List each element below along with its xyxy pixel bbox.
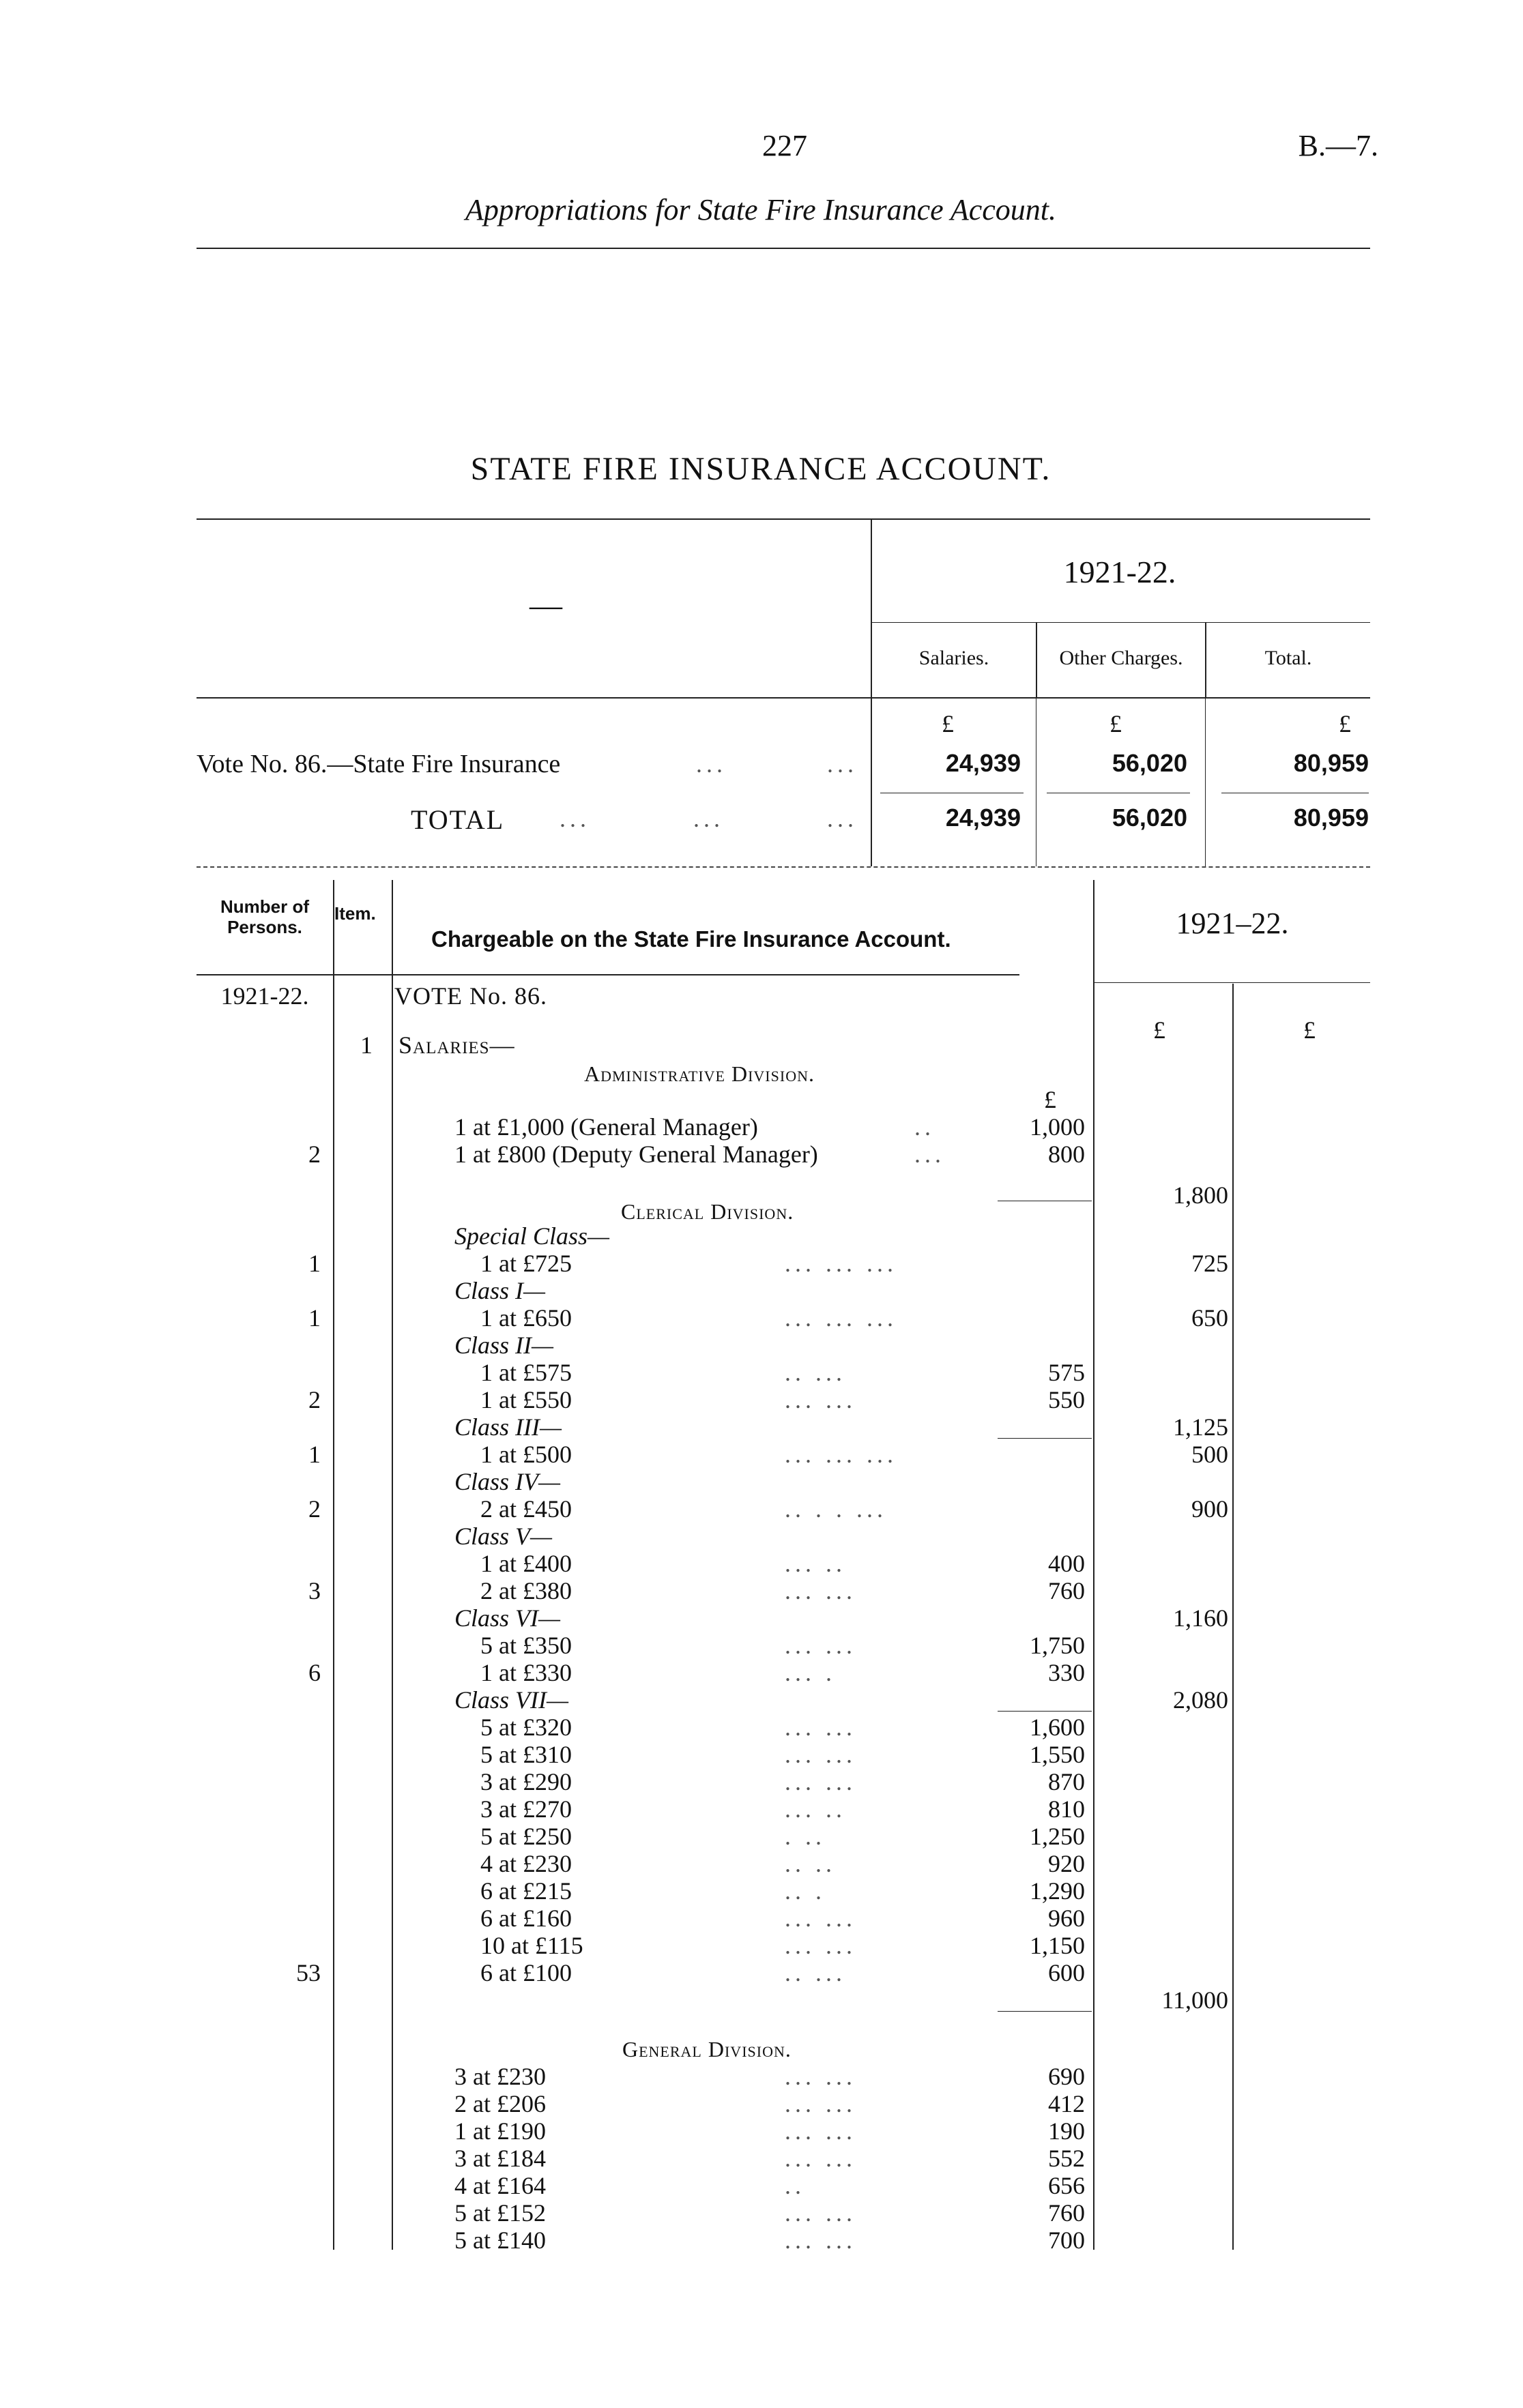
leader-dots: ..: [785, 2172, 805, 2199]
general-line: 3 at £230: [454, 2063, 546, 2090]
leader-dots: ... ...: [785, 2063, 856, 2090]
vote-salaries: 24,939: [945, 749, 1021, 777]
currency-other: £: [1109, 710, 1122, 737]
subtotal-amount: 2,080: [1173, 1686, 1228, 1714]
line-amount: 552: [1048, 2145, 1085, 2172]
currency-amount-col: £: [1044, 1086, 1056, 1113]
class-heading: Class I—: [454, 1277, 546, 1304]
salary-line: 10 at £115: [480, 1932, 583, 1959]
persons-count: 2: [308, 1495, 321, 1523]
col-header-other: Other Charges.: [1059, 647, 1183, 669]
summary-dash: —: [530, 587, 562, 623]
year-rule: [872, 622, 1370, 623]
line-amount: 700: [1048, 2227, 1085, 2254]
subtotal-amount: 900: [1191, 1495, 1228, 1523]
col-header-total: Total.: [1264, 647, 1312, 669]
col-header-salaries: Salaries.: [918, 647, 989, 669]
persons-count: 6: [308, 1659, 321, 1686]
line-amount: 1,000: [1030, 1113, 1085, 1141]
general-line: 3 at £184: [454, 2145, 546, 2172]
vote-other: 56,020: [1112, 749, 1187, 777]
general-line: 1 at £190: [454, 2117, 546, 2145]
line-amount: 810: [1048, 1795, 1085, 1823]
salary-line: 5 at £310: [480, 1741, 572, 1768]
salary-line: 6 at £215: [480, 1877, 572, 1905]
leader-dots: ... ...: [785, 2090, 856, 2117]
persons-count: 3: [308, 1577, 321, 1604]
salaries-heading: Salaries—: [398, 1031, 515, 1059]
subtotal-amount: 650: [1191, 1304, 1228, 1332]
leader-dots: ... ...: [785, 1768, 856, 1795]
vote-dots-2: ...: [827, 750, 858, 778]
general-line: 5 at £152: [454, 2199, 546, 2227]
line-amount: 550: [1048, 1386, 1085, 1413]
leader-dots: ... ... ...: [785, 1441, 897, 1468]
subtotal-amount: 1,125: [1173, 1413, 1228, 1441]
salary-line: 2 at £450: [480, 1495, 572, 1523]
leader-dots: ... ... ...: [785, 1304, 897, 1332]
line-amount: 760: [1048, 1577, 1085, 1604]
currency-col2: £: [1303, 1016, 1316, 1044]
salary-line: 5 at £320: [480, 1714, 572, 1741]
leader-dots: ... ...: [785, 1714, 856, 1741]
salary-line: 1 at £650: [480, 1304, 572, 1332]
line-amount: 656: [1048, 2172, 1085, 2199]
line-amount: 400: [1048, 1550, 1085, 1577]
line-amount: 1,750: [1030, 1632, 1085, 1659]
salary-line: 2 at £380: [480, 1577, 572, 1604]
leader-dots: .. ...: [785, 1359, 846, 1386]
leader-dots: ..: [914, 1113, 935, 1141]
amount-rule: [998, 1711, 1092, 1712]
vote-total: 80,959: [1293, 749, 1369, 777]
salary-line: 6 at £100: [480, 1959, 572, 1986]
subtotal-amount: 500: [1191, 1441, 1228, 1468]
clerical-subtotal: 11,000: [1161, 1986, 1228, 2014]
col-header-persons: Number of Persons.: [220, 896, 309, 937]
leader-dots: .. ..: [785, 1850, 836, 1877]
leader-dots: ... ..: [785, 1795, 846, 1823]
vote-label: Vote No. 86.—State Fire Insurance: [197, 750, 561, 778]
summary-year: 1921-22.: [1063, 555, 1176, 589]
admin-division-heading: Administrative Division.: [584, 1061, 815, 1086]
item-number: 1: [360, 1031, 373, 1059]
section-title: STATE FIRE INSURANCE ACCOUNT.: [470, 451, 1051, 487]
salary-line: 3 at £270: [480, 1795, 572, 1823]
class-heading: Class V—: [454, 1523, 553, 1550]
line-amount: 1,600: [1030, 1714, 1085, 1741]
persons-year: 1921-22.: [220, 982, 309, 1010]
currency-total: £: [1339, 710, 1351, 737]
summary-header-rule: [197, 697, 1370, 699]
line-amount: 412: [1048, 2090, 1085, 2117]
salary-line: 6 at £160: [480, 1905, 572, 1932]
salary-line: 1 at £400: [480, 1550, 572, 1577]
leader-dots: ... ...: [785, 1632, 856, 1659]
persons-count: 1: [308, 1304, 321, 1332]
line-amount: 1,250: [1030, 1823, 1085, 1850]
header-rule: [197, 248, 1370, 249]
line-amount: 330: [1048, 1659, 1085, 1686]
detail-header-rule: [197, 974, 1019, 975]
line-amount: 760: [1048, 2199, 1085, 2227]
class-heading: Special Class—: [454, 1222, 610, 1250]
leader-dots: ... ...: [785, 2117, 856, 2145]
line-amount: 600: [1048, 1959, 1085, 1986]
salary-line: 1 at £500: [480, 1441, 572, 1468]
class-heading: Class VII—: [454, 1686, 569, 1714]
total-total: 80,959: [1293, 804, 1369, 832]
total-dots-2: ...: [693, 805, 724, 832]
persons-count: 1: [308, 1441, 321, 1468]
total-dots-1: ...: [560, 805, 590, 832]
leader-dots: ... ...: [785, 1386, 856, 1413]
line-amount: 870: [1048, 1768, 1085, 1795]
salary-line: 5 at £250: [480, 1823, 572, 1850]
line-amount: 960: [1048, 1905, 1085, 1932]
line-amount: 575: [1048, 1359, 1085, 1386]
total-label: TOTAL: [411, 804, 505, 835]
leader-dots: .. ...: [785, 1959, 846, 1986]
col-header-year: 1921–22.: [1176, 907, 1289, 940]
line-amount: 190: [1048, 2117, 1085, 2145]
line-amount: 800: [1048, 1141, 1085, 1168]
salary-line: 3 at £290: [480, 1768, 572, 1795]
leader-dots: ... ...: [785, 1905, 856, 1932]
leader-dots: ... ...: [785, 1932, 856, 1959]
leader-dots: ... ... ...: [785, 1250, 897, 1277]
line-amount: 920: [1048, 1850, 1085, 1877]
amount-rule: [998, 1438, 1092, 1439]
salary-line: 1 at £1,000 (General Manager): [454, 1113, 758, 1141]
class-heading: Class VI—: [454, 1604, 561, 1632]
persons-count: 53: [296, 1959, 321, 1986]
detail-header-rule-right: [1093, 982, 1370, 983]
currency-col1: £: [1153, 1016, 1165, 1044]
line-amount: 1,150: [1030, 1932, 1085, 1959]
salary-line: 5 at £350: [480, 1632, 572, 1659]
salary-line: 1 at £725: [480, 1250, 572, 1277]
leader-dots: .. . . ...: [785, 1495, 887, 1523]
line-amount: 690: [1048, 2063, 1085, 2090]
leader-dots: ... ...: [785, 2199, 856, 2227]
vote-dots-1: ...: [696, 750, 727, 778]
class-heading: Class II—: [454, 1332, 554, 1359]
subtotal-amount: 725: [1191, 1250, 1228, 1277]
leader-dots: ...: [914, 1141, 945, 1168]
total-dots-3: ...: [827, 805, 858, 832]
vote-heading: VOTE No. 86.: [394, 982, 547, 1010]
running-title: Appropriations for State Fire Insurance Account.: [465, 193, 1057, 226]
persons-count: 2: [308, 1386, 321, 1413]
page-number: 227: [762, 129, 807, 162]
general-division-heading: General Division.: [622, 2037, 792, 2061]
clerical-division-heading: Clerical Division.: [621, 1199, 794, 1224]
col-divider-2b: [1205, 697, 1206, 866]
general-line: 2 at £206: [454, 2090, 546, 2117]
persons-count: 1: [308, 1250, 321, 1277]
class-heading: Class IV—: [454, 1468, 561, 1495]
currency-salaries: £: [942, 710, 954, 737]
leader-dots: ... .: [785, 1659, 836, 1686]
line-amount: 1,550: [1030, 1741, 1085, 1768]
salary-line: 4 at £230: [480, 1850, 572, 1877]
class-heading: Class III—: [454, 1413, 562, 1441]
salary-line: 1 at £330: [480, 1659, 572, 1686]
salary-line: 1 at £800 (Deputy General Manager): [454, 1141, 818, 1168]
total-other: 56,020: [1112, 804, 1187, 832]
subtotal-amount: 1,800: [1173, 1181, 1228, 1209]
summary-top-rule: [197, 518, 1370, 520]
amount-rule: [998, 2011, 1092, 2012]
subtotal-amount: 1,160: [1173, 1604, 1228, 1632]
leader-dots: .. .: [785, 1877, 826, 1905]
salary-line: 1 at £550: [480, 1386, 572, 1413]
col-header-item: Item.: [334, 903, 376, 924]
leader-dots: ... ...: [785, 1741, 856, 1768]
leader-dots: ... ..: [785, 1550, 846, 1577]
summary-bottom-rule: [197, 866, 1370, 868]
col-header-chargeable: Chargeable on the State Fire Insurance Account.: [431, 926, 951, 952]
total-salaries: 24,939: [945, 804, 1021, 832]
leader-dots: ... ...: [785, 2145, 856, 2172]
item-text-divider: [392, 880, 393, 2250]
persons-item-divider: [333, 880, 334, 2250]
salary-line: 1 at £575: [480, 1359, 572, 1386]
line-amount: 1,290: [1030, 1877, 1085, 1905]
leader-dots: ... ...: [785, 2227, 856, 2254]
page-reference: B.—7.: [1298, 129, 1378, 162]
leader-dots: ... ...: [785, 1577, 856, 1604]
general-line: 4 at £164: [454, 2172, 546, 2199]
leader-dots: . ..: [785, 1823, 826, 1850]
text-amount-divider: [1093, 880, 1094, 2250]
amount-divider: [1232, 984, 1234, 2250]
persons-count: 2: [308, 1141, 321, 1168]
general-line: 5 at £140: [454, 2227, 546, 2254]
